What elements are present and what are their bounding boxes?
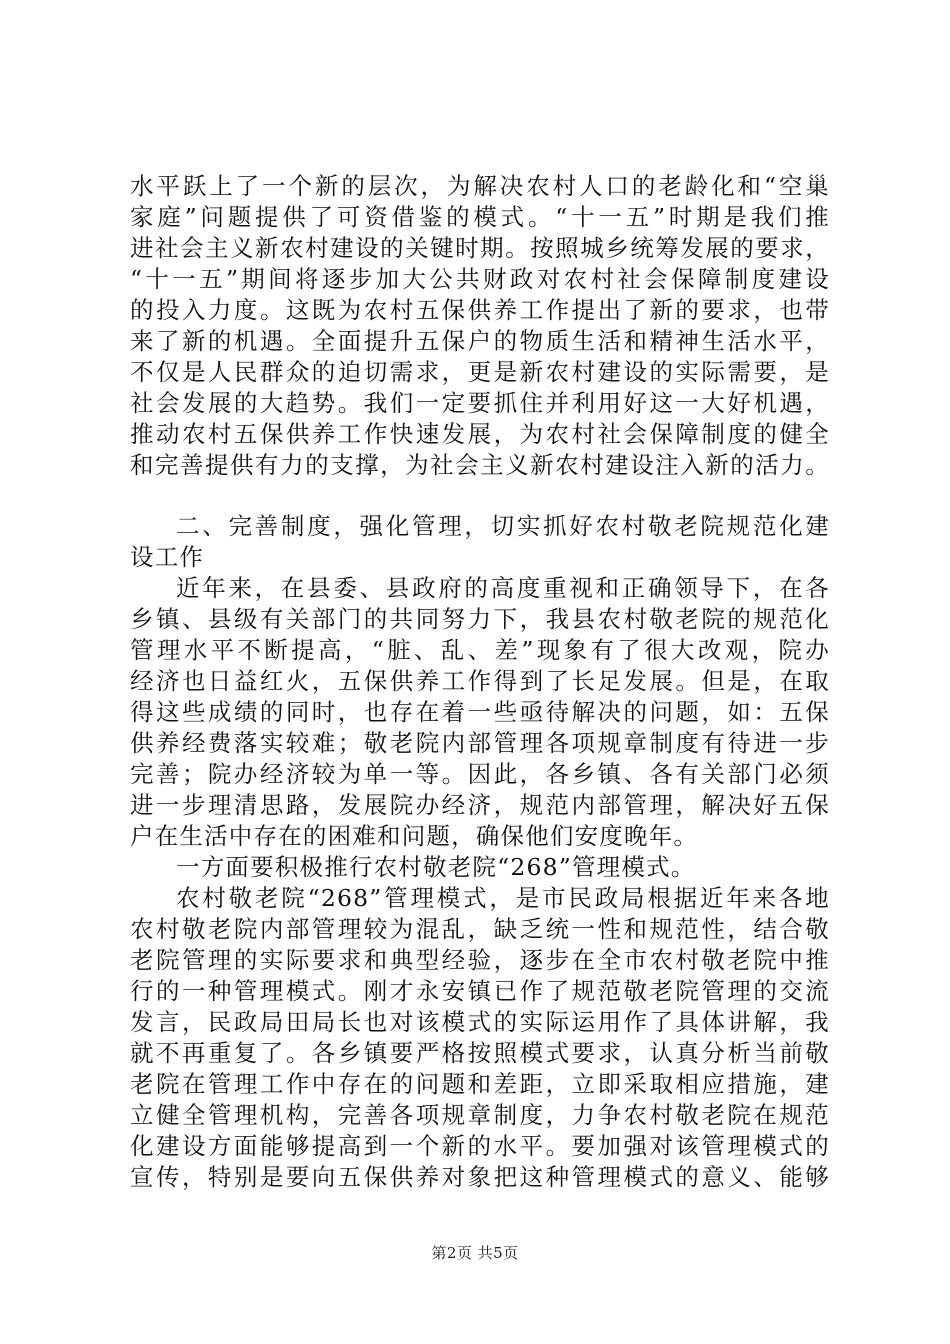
text-line: 和完善提供有力的支撑，为社会主义新农村建设注入新的活力。 bbox=[130, 451, 830, 479]
text-line: 水平跃上了一个新的层次，为解决农村人口的老龄化和“空巢 bbox=[130, 172, 830, 200]
text-line: 推动农村五保供养工作快速发展，为农村社会保障制度的健全 bbox=[130, 420, 830, 448]
text-line: 不仅是人民群众的迫切需求，更是新农村建设的实际需要，是 bbox=[130, 358, 830, 386]
text-line: 完善；院办经济较为单一等。因此，各乡镇、各有关部门必须 bbox=[130, 760, 830, 788]
body-text bbox=[130, 171, 830, 1193]
paragraph-continuation bbox=[130, 171, 830, 481]
text-line: 发言，民政局田局长也对该模式的实际运用作了具体讲解，我 bbox=[130, 1008, 830, 1036]
text-line: 近年来，在县委、县政府的高度重视和正确领导下，在各 bbox=[176, 574, 830, 602]
text-line: 进一步理清思路，发展院办经济，规范内部管理，解决好五保 bbox=[130, 791, 830, 819]
section-heading bbox=[130, 511, 830, 573]
heading-line: 二、完善制度，强化管理，切实抓好农村敬老院规范化建 bbox=[176, 512, 830, 540]
text-line: 立健全管理机构，完善各项规章制度，力争农村敬老院在规范 bbox=[130, 1101, 830, 1129]
text-line: 户在生活中存在的困难和问题，确保他们安度晚年。 bbox=[130, 822, 699, 850]
text-line: 老院在管理工作中存在的问题和差距，立即采取相应措施，建 bbox=[130, 1070, 830, 1098]
text-line: 就不再重复了。各乡镇要严格按照模式要求，认真分析当前敬 bbox=[130, 1039, 830, 1067]
text-line: 农村敬老院内部管理较为混乱，缺乏统一性和规范性，结合敬 bbox=[130, 915, 830, 943]
text-line: “十一五”期间将逐步加大公共财政对农村社会保障制度建设 bbox=[130, 265, 830, 293]
text-line: 化建设方面能够提高到一个新的水平。要加强对该管理模式的 bbox=[130, 1132, 830, 1160]
text-line: 社会发展的大趋势。我们一定要抓住并利用好这一大好机遇， bbox=[130, 389, 830, 417]
text-line: 来了新的机遇。全面提升五保户的物质生活和精神生活水平， bbox=[130, 327, 830, 355]
text-line: 供养经费落实较难；敬老院内部管理各项规章制度有待进一步 bbox=[130, 729, 830, 757]
subheading: 一方面要积极推行农村敬老院“268”管理模式。 bbox=[176, 853, 696, 881]
paragraph-268-model bbox=[130, 883, 830, 1193]
text-line: 行的一种管理模式。刚才永安镇已作了规范敬老院管理的交流 bbox=[130, 977, 830, 1005]
text-line: 宣传，特别是要向五保供养对象把这种管理模式的意义、能够 bbox=[130, 1163, 830, 1191]
text-line: 老院管理的实际要求和典型经验，逐步在全市农村敬老院中推 bbox=[130, 946, 830, 974]
text-line: 乡镇、县级有关部门的共同努力下，我县农村敬老院的规范化 bbox=[130, 605, 830, 633]
text-line: 得这些成绩的同时，也存在着一些亟待解决的问题，如：五保 bbox=[130, 698, 830, 726]
text-line: 农村敬老院“268”管理模式，是市民政局根据近年来各地 bbox=[176, 884, 830, 912]
heading-line: 设工作 bbox=[130, 543, 205, 571]
text-line: 经济也日益红火，五保供养工作得到了长足发展。但是，在取 bbox=[130, 667, 830, 695]
text-line: 进社会主义新农村建设的关键时期。按照城乡统筹发展的要求， bbox=[130, 234, 830, 262]
paragraph-spacer bbox=[130, 481, 830, 511]
paragraph-recent-years bbox=[130, 573, 830, 852]
page-number-footer: 第2页 共5页 bbox=[431, 1244, 519, 1262]
text-line: 管理水平不断提高，“脏、乱、差”现象有了很大改观，院办 bbox=[130, 636, 830, 664]
text-line: 的投入力度。这既为农村五保供养工作提出了新的要求，也带 bbox=[130, 296, 830, 324]
text-line: 家庭”问题提供了可资借鉴的模式。“十一五”时期是我们推 bbox=[130, 203, 830, 231]
